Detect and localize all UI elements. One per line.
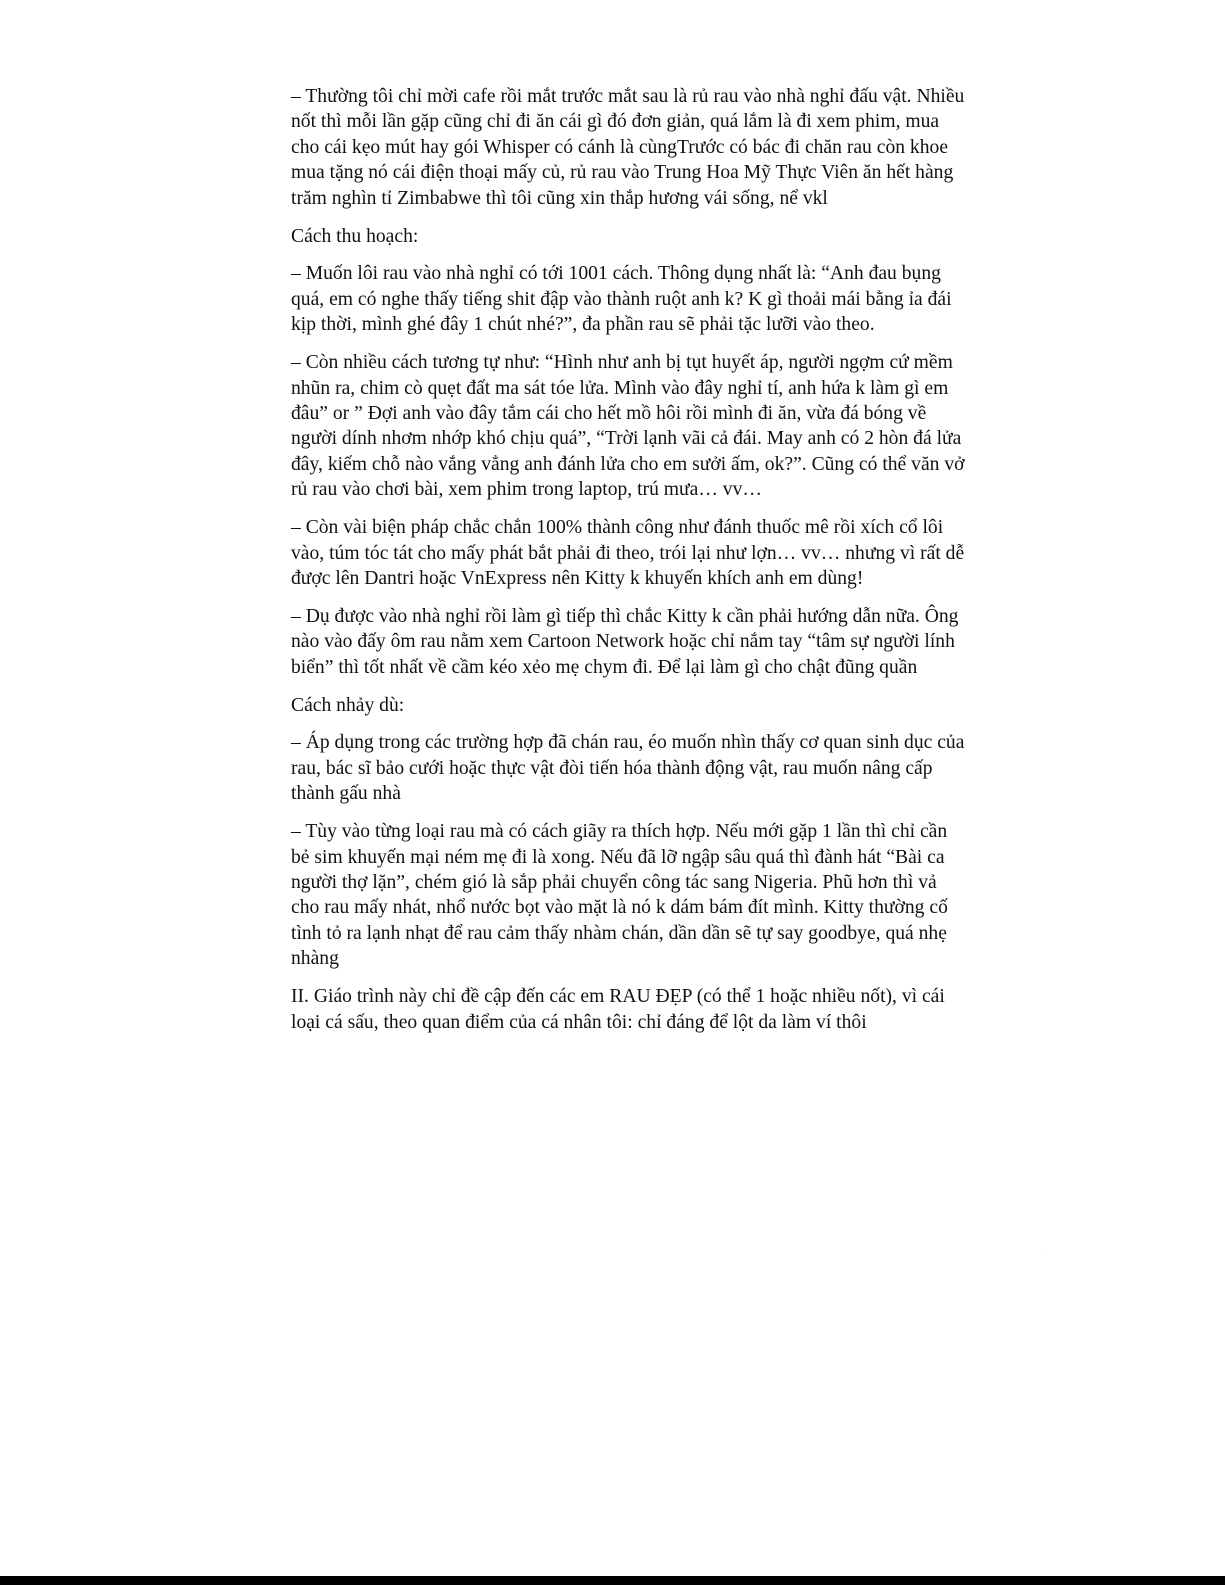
heading-cach-nhay-du: Cách nhảy dù: [291, 694, 405, 716]
heading-cach-thu-hoach: Cách thu hoạch: [291, 225, 419, 247]
scan-speck [1047, 1250, 1048, 1251]
bottom-border [0, 1576, 1225, 1585]
paragraph-con-nhieu-cach: – Còn nhiều cách tương tự như: “Hình như anh bị tụt huyết áp, người ngợm cứ mềm nhũn ra, chim cò quẹt đất ma sát tóe lửa. Mình vào đây nghỉ tí, anh hứa k làm gì em đâu” or ” Đợi anh vào đây tắm cái cho hết mồ hôi rồi mình đi ăn, vừa đá bóng về người dính nhơm nhớp khó chịu quá”, “Trời lạnh vãi cả đái. May anh có 2 hòn đá lửa đây, kiếm chỗ nào vắng vẳng anh đánh lửa cho em sưởi ấm, ok?”. Cũng có thể văn vở rủ rau vào chơi bài, xem phim trong laptop, trú mưa… vv… [291, 352, 965, 501]
paragraph-giao-trinh: II. Giáo trình này chỉ đề cập đến các em RAU ĐẸP (có thể 1 hoặc nhiều nốt), vì cái loại cá sấu, theo quan điểm của cá nhân tôi: chỉ đáng để lột da làm ví thôi [291, 986, 945, 1033]
paragraph-ap-dung: – Áp dụng trong các trường hợp đã chán rau, éo muốn nhìn thấy cơ quan sinh dục của rau, bác sĩ bảo cưới hoặc thực vật đòi tiến hóa thành động vật, rau muốn nâng cấp thành gấu nhà [291, 732, 965, 805]
paragraph-du-vao-nha-nghi: – Dụ được vào nhà nghỉ rồi làm gì tiếp thì chắc Kitty k cần phải hướng dẫn nữa. Ông nào vào đấy ôm rau nằm xem Cartoon Network hoặc chỉ nắm tay “tâm sự người lính biển” thì tốt nhất về cầm kéo xẻo mẹ chym đi. Để lại làm gì cho chật đũng quần [291, 605, 959, 678]
paragraph-cafe: – Thường tôi chỉ mời cafe rồi mắt trước mắt sau là rủ rau vào nhà nghỉ đấu vật. Nhiều nốt thì mỗi lần gặp cũng chỉ đi ăn cái gì đó đơn giản, quá lắm là đi xem phim, mua cho cái kẹo mút hay gói Whisper có cánh là cùngTrước có bác đi chăn rau còn khoe mua tặng nó cái điện thoại mấy củ, rủ rau vào Trung Hoa Mỹ Thực Viên ăn hết hàng trăm nghìn tỉ Zimbabwe thì tôi cũng xin thắp hương vái sống, nể vkl [291, 86, 965, 209]
paragraph-tuy-vao: – Tùy vào từng loại rau mà có cách giãy ra thích hợp. Nếu mới gặp 1 lần thì chỉ cần bẻ sim khuyến mại ném mẹ đi là xong. Nếu đã lỡ ngập sâu quá thì đành hát “Bài ca người thợ lặn”, chém gió là sắp phải chuyển công tác sang Nigeria. Phũ hơn thì vả cho rau mấy nhát, nhổ nước bọt vào mặt là nó k dám bám đít mình. Kitty thường cố tình tỏ ra lạnh nhạt để rau cảm thấy nhàm chán, dần dần sẽ tự say goodbye, quá nhẹ nhàng [291, 821, 948, 970]
document-body [291, 84, 966, 1047]
paragraph-1001-cach: – Muốn lôi rau vào nhà nghỉ có tới 1001 cách. Thông dụng nhất là: “Anh đau bụng quá, em có nghe thấy tiếng shit đập vào thành ruột anh k? K gì thoải mái bằng ỉa đái kịp thời, mình ghé đây 1 chút nhé?”, đa phần rau sẽ phải tặc lưỡi vào theo. [291, 263, 952, 336]
paragraph-bien-phap: – Còn vài biện pháp chắc chắn 100% thành công như đánh thuốc mê rồi xích cổ lôi vào, túm tóc tát cho mấy phát bắt phải đi theo, trói lại như lợn… vv… nhưng vì rất dễ được lên Dantri hoặc VnExpress nên Kitty k khuyến khích anh em dùng! [291, 517, 965, 589]
